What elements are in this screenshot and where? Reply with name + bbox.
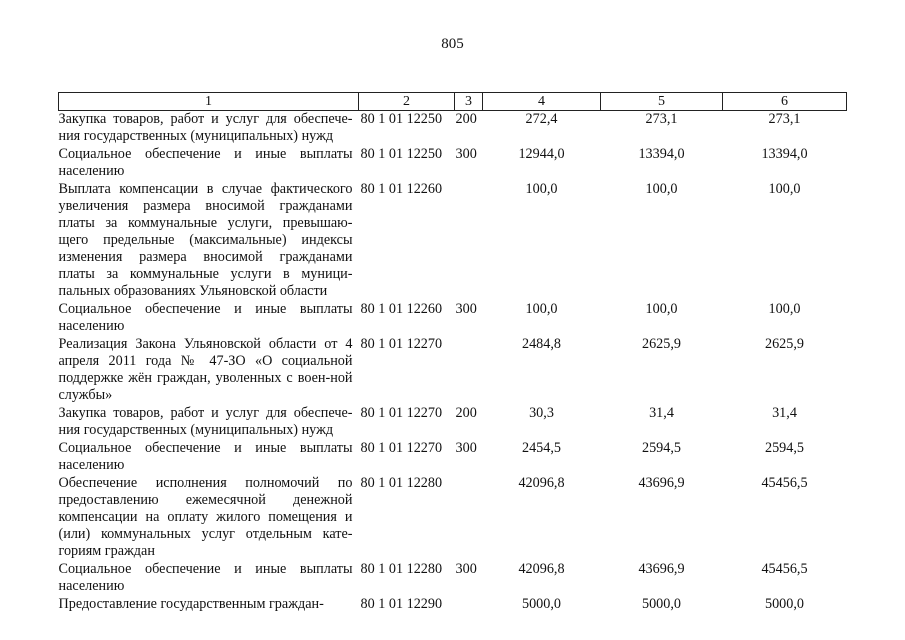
row-expense-type: 300 [455,440,477,456]
row-value-col5: 13394,0 [638,146,685,162]
row-code: 80 1 01 12260 [360,181,443,197]
table-row [59,561,847,596]
header-col-2: 2 [359,93,455,111]
row-value-col4: 100,0 [525,181,558,197]
row-name: Реализация Закона Ульяновской области от 4 апреля 2011 года № 47-ЗО «О социальной поддержке жён граждан, уволенных с воен-ной службы» [58,336,353,403]
row-expense-type [455,181,483,301]
row-name: Социальное обеспечение и иные выплаты населению [58,301,353,334]
row-value-col6: 100,0 [768,181,801,197]
table-row [59,146,847,181]
table-body [59,111,847,615]
row-value-col6: 2594,5 [764,440,804,456]
header-col-3: 3 [455,93,483,111]
row-name: Закупка товаров, работ и услуг для обеспече-ния государственных (муниципальных) нужд [58,111,353,144]
row-value-col5: 100,0 [645,181,678,197]
table-row [59,440,847,475]
row-code: 80 1 01 12280 [360,475,443,491]
row-code: 80 1 01 12270 [360,440,443,456]
table-row [59,111,847,147]
header-col-4: 4 [483,93,601,111]
row-code: 80 1 01 12270 [360,405,443,421]
row-value-col4: 272,4 [525,111,558,127]
row-name: Обеспечение исполнения полномочий по предоставлению ежемесячной денежной компенсации на оплату жилого помещения и (или) коммунальных услуг отдельным кате-гориям граждан [58,475,353,559]
row-expense-type: 300 [455,301,477,317]
row-value-col5: 43696,9 [638,561,685,577]
row-value-col5: 2625,9 [641,336,681,352]
row-expense-type: 300 [455,561,477,577]
header-col-1: 1 [59,93,359,111]
row-code: 80 1 01 12260 [360,301,443,317]
row-expense-type [455,475,483,561]
row-code: 80 1 01 12290 [360,596,443,612]
budget-table [58,92,847,614]
row-expense-type [455,336,483,405]
row-value-col6: 13394,0 [761,146,808,162]
row-value-col6: 273,1 [768,111,801,127]
row-value-col5: 5000,0 [641,596,681,612]
row-value-col4: 2454,5 [521,440,561,456]
table-row [59,405,847,440]
header-row [59,93,847,111]
row-value-col4: 2484,8 [521,336,561,352]
row-name: Социальное обеспечение и иные выплаты населению [58,561,353,594]
row-value-col6: 31,4 [772,405,797,421]
page-number: 805 [441,36,464,52]
table-header [59,93,847,111]
row-value-col6: 45456,5 [761,475,808,491]
row-value-col4: 30,3 [529,405,554,421]
row-code: 80 1 01 12250 [360,146,443,162]
table-row [59,475,847,561]
row-expense-type: 200 [455,405,477,421]
row-value-col5: 273,1 [645,111,678,127]
row-expense-type: 300 [455,146,477,162]
table-row [59,596,847,614]
table-row [59,301,847,336]
row-code: 80 1 01 12280 [360,561,443,577]
row-value-col5: 2594,5 [641,440,681,456]
row-name: Закупка товаров, работ и услуг для обеспече-ния государственных (муниципальных) нужд [58,405,353,438]
row-value-col6: 45456,5 [761,561,808,577]
row-value-col6: 100,0 [768,301,801,317]
row-code: 80 1 01 12250 [360,111,443,127]
row-name: Социальное обеспечение и иные выплаты населению [58,440,353,473]
row-name: Выплата компенсации в случае фактического увеличения размера вносимой гражданами платы за коммунальные услуги, превышаю-щего предельные (максимальные) индексы изменения размера вносимой гражданами платы за коммунальные услуги в муници-пальных образованиях Ульяновской области [58,181,353,299]
row-expense-type: 200 [455,111,477,127]
row-name: Предоставление государственным граждан- [58,596,324,612]
row-value-col5: 31,4 [649,405,674,421]
row-expense-type [455,596,483,614]
row-value-col4: 42096,8 [518,561,565,577]
row-value-col4: 5000,0 [521,596,561,612]
header-col-5: 5 [601,93,723,111]
header-col-6: 6 [723,93,847,111]
row-value-col6: 2625,9 [764,336,804,352]
row-value-col5: 100,0 [645,301,678,317]
table-row [59,336,847,405]
table-row [59,181,847,301]
row-name: Социальное обеспечение и иные выплаты населению [58,146,353,179]
row-value-col6: 5000,0 [764,596,804,612]
row-value-col5: 43696,9 [638,475,685,491]
row-value-col4: 42096,8 [518,475,565,491]
row-value-col4: 100,0 [525,301,558,317]
row-code: 80 1 01 12270 [360,336,443,352]
row-value-col4: 12944,0 [518,146,565,162]
